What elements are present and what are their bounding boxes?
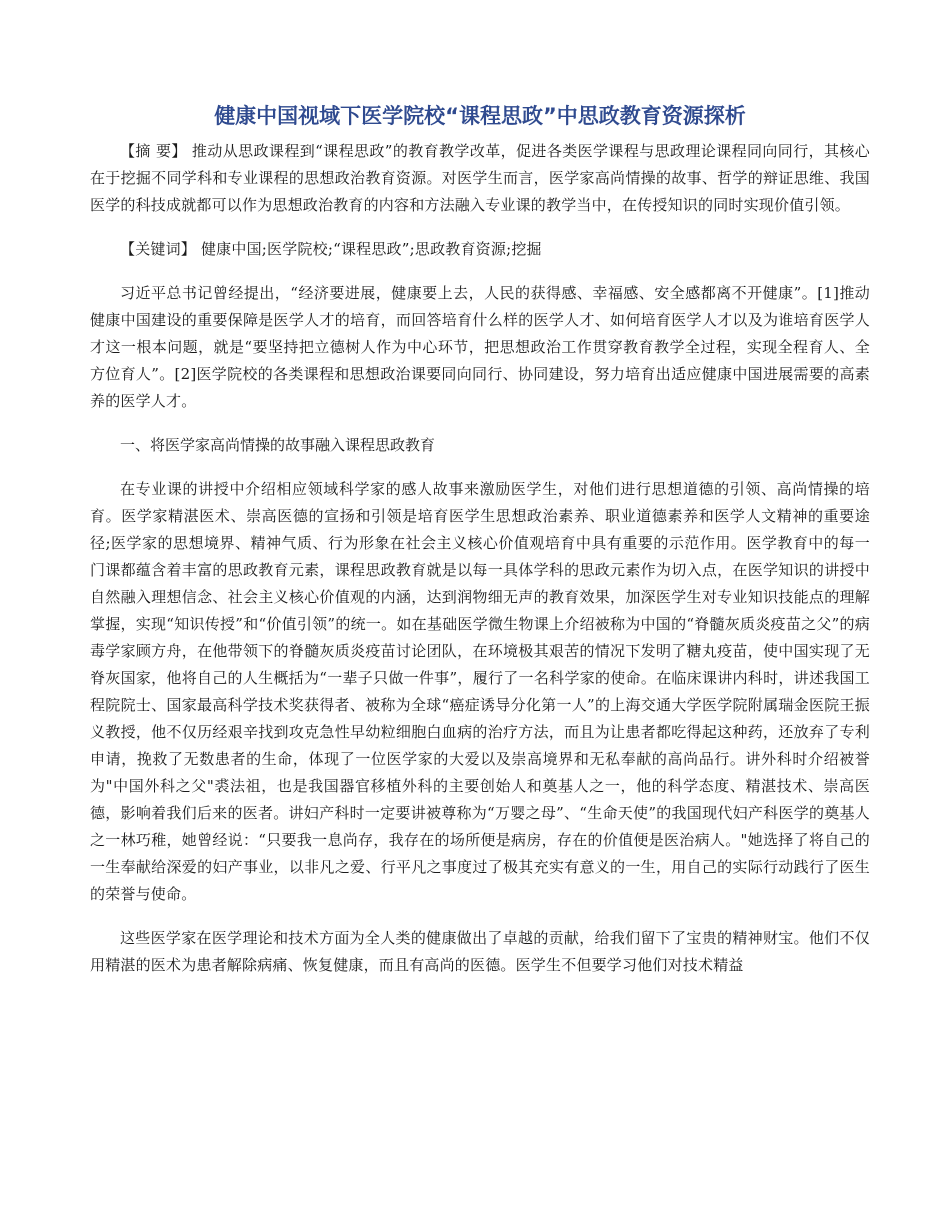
spacer [90, 908, 870, 925]
spacer [90, 415, 870, 432]
spacer [90, 219, 870, 236]
document-page [90, 100, 870, 979]
spacer [90, 263, 870, 280]
intro-paragraph: 习近平总书记曾经提出，“经济要进展，健康要上去，人民的获得感、幸福感、安全感都离不开健康”。[1]推动健康中国建设的重要保障是医学人才的培育，而回答培育什么样的医学人才、如何培育医学人才以及为谁培育医学人才这一根本问题，就是“要坚持把立德树人作为中心环节，把思想政治工作贯穿教育教学全过程，实现全程育人、全方位育人”。[2]医学院校的各类课程和思想政治课要同向同行、协同建设，努力培育出适应健康中国进展需要的高素养的医学人才。 [90, 284, 870, 410]
document-title: 健康中国视域下医学院校“课程思政”中思政教育资源探析 [214, 104, 746, 128]
section-body-paragraph-2: 这些医学家在医学理论和技术方面为全人类的健康做出了卓越的贡献，给我们留下了宝贵的精神财宝。他们不仅用精湛的医术为患者解除病痛、恢复健康，而且有高尚的医德。医学生不但要学习他们对技术精益 [90, 929, 870, 974]
abstract-paragraph: 【摘 要】 推动从思政课程到“课程思政”的教育教学改革，促进各类医学课程与思政理论课程同向同行，其核心在于挖掘不同学科和专业课程的思想政治教育资源。对医学生而言，医学家高尚情操的故事、哲学的辩证思维、我国医学的科技成就都可以作为思想政治教育的内容和方法融入专业课的教学当中，在传授知识的同时实现价值引领。 [90, 142, 870, 214]
section-heading: 一、将医学家高尚情操的故事融入课程思政教育 [120, 436, 436, 454]
section-body-paragraph: 在专业课的讲授中介绍相应领域科学家的感人故事来激励医学生，对他们进行思想道德的引领、高尚情操的培育。医学家精湛医术、崇高医德的宣扬和引领是培育医学生思想政治素养、职业道德素养和医学人文精神的重要途径;医学家的思想境界、精神气质、行为形象在社会主义核心价值观培育中具有重要的示范作用。医学教育中的每一门课都蕴含着丰富的思政教育元素，课程思政教育就是以每一具体学科的思政元素作为切入点，在医学知识的讲授中自然融入理想信念、社会主义核心价值观的内涵，达到润物细无声的教育效果，加深医学生对专业知识技能点的理解掌握，实现“知识传授”和“价值引领”的统一。如在基础医学微生物课上介绍被称为中国的“脊髓灰质炎疫苗之父”的病毒学家顾方舟，在他带领下的脊髓灰质炎疫苗讨论团队，在环境极其艰苦的情况下发明了糖丸疫苗，使中国实现了无脊灰国家，他将自己的人生概括为“一辈子只做一件事”，履行了一名科学家的使命。在临床课讲内科时，讲述我国工程院院士、国家最高科学技术奖获得者、被称为全球“癌症诱导分化第一人”的上海交通大学医学院附属瑞金医院王振义教授，他不仅历经艰辛找到攻克急性早幼粒细胞白血病的治疗方法，而且为让患者都吃得起这种药，还放弃了专利申请，挽救了无数患者的生命，体现了一位医学家的大爱以及崇高境界和无私奉献的高尚品行。讲外科时介绍被誉为"中国外科之父"裘法祖，也是我国器官移植外科的主要创始人和奠基人之一，他的科学态度、精湛技术、崇高医德，影响着我们后来的医者。讲妇产科时一定要讲被尊称为“万婴之母”、“生命天使”的我国现代妇产科医学的奠基人之一林巧稚，她曾经说：“只要我一息尚存，我存在的场所便是病房，存在的价值便是医治病人。"她选择了将自己的一生奉献给深爱的妇产事业，以非凡之爱、行平凡之事度过了极其充实有意义的一生，用自己的实际行动践行了医生的荣誉与使命。 [90, 480, 870, 903]
keywords-paragraph: 【关键词】 健康中国;医学院校;“课程思政”;思政教育资源;挖掘 [120, 240, 542, 258]
spacer [90, 459, 870, 476]
